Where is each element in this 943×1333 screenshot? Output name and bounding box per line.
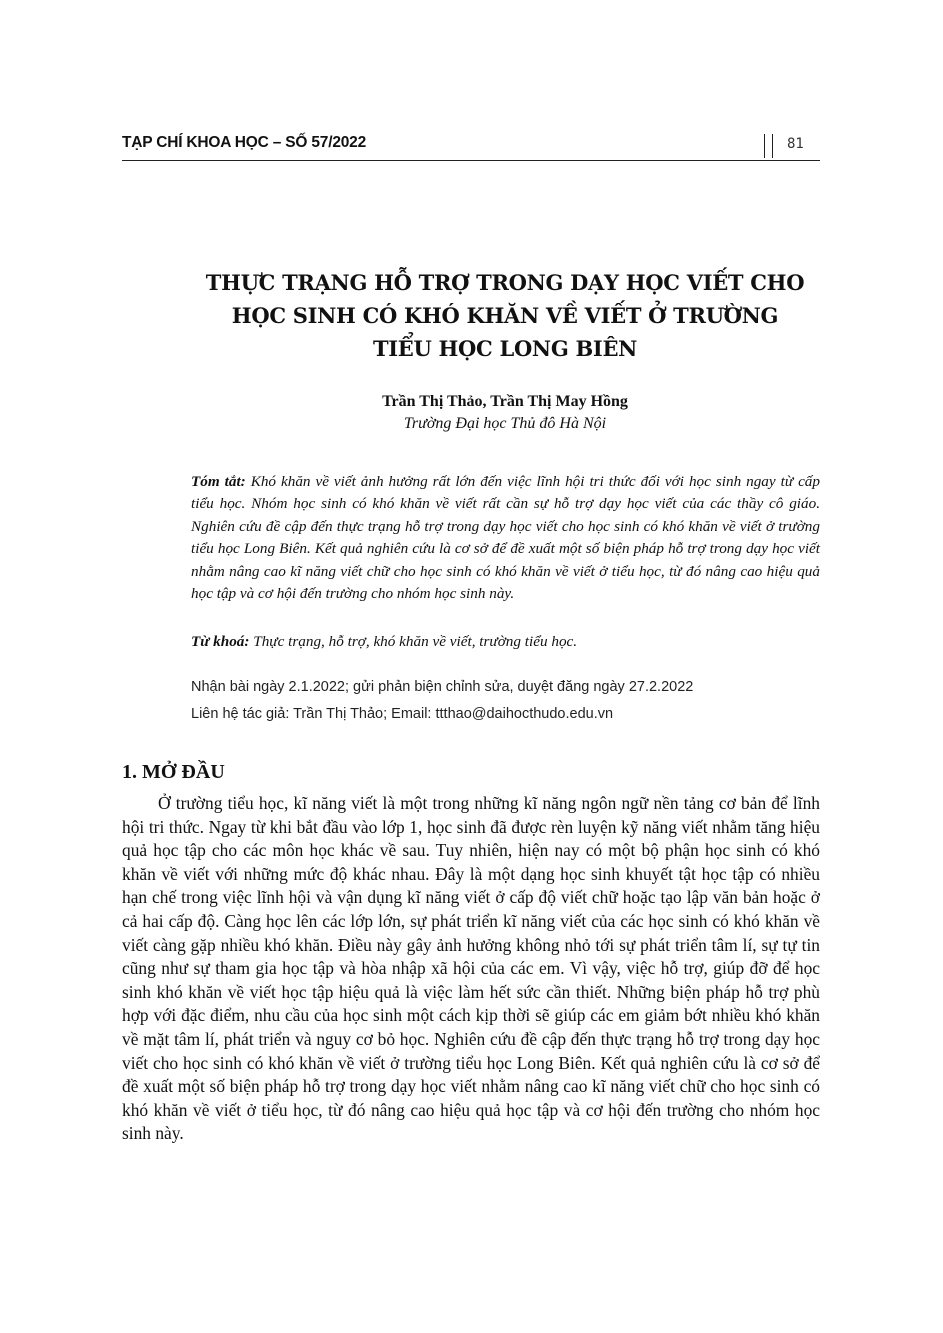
keywords xyxy=(191,631,820,653)
running-header xyxy=(122,134,820,161)
author-affiliation: Trường Đại học Thủ đô Hà Nội xyxy=(403,415,607,432)
abstract-label: Tóm tắt: xyxy=(191,473,246,490)
abstract xyxy=(191,471,820,605)
keywords-label: Từ khoá: xyxy=(191,633,250,650)
author-contact: Liên hệ tác giả: Trần Thị Thảo; Email: ttthao@daihocthudo.edu.vn xyxy=(191,706,614,722)
title-line: HỌC SINH CÓ KHÓ KHĂN VỀ VIẾT Ở TRƯỜNG xyxy=(231,303,779,328)
author-names: Trần Thị Thảo, Trần Thị May Hồng xyxy=(382,393,628,410)
article-title xyxy=(200,266,810,365)
title-line: TIỂU HỌC LONG BIÊN xyxy=(372,336,638,361)
page-number: 81 xyxy=(787,136,804,152)
section-heading: 1. MỞ ĐẦU xyxy=(122,761,225,783)
body-paragraph: Ở trường tiểu học, kĩ năng viết là một trong những kĩ năng ngôn ngữ nền tảng cơ bản để lĩnh hội tri thức. Ngay từ khi bắt đầu vào lớp 1, học sinh đã được rèn luyện kỹ năng viết nhằm tăng hiệu quả học tập cho các môn học khác về sau. Tuy nhiên, hiện nay có một bộ phận học sinh có khó khăn về viết với những mức độ khác nhau. Đây là một dạng học sinh khuyết tật học tập có nhiều hạn chế trong việc lĩnh hội và vận dụng kĩ năng viết ở cấp độ viết chữ hoặc tạo lập văn bản hoặc ở cả hai cấp độ. Càng học lên các lớp lớn, sự phát triển kĩ năng viết của các học sinh có khó khăn về viết càng gặp nhiều khó khăn. Điều này gây ảnh hưởng không nhỏ tới sự phát triển tâm lí, sự tự tin cũng như sự tham gia học tập và hòa nhập xã hội của các em. Vì vậy, việc hỗ trợ, giúp đỡ để học sinh khó khăn về viết học tập hiệu quả là việc làm hết sức cần thiết. Những biện pháp hỗ trợ phù hợp với đặc điểm, nhu cầu của học sinh một cách kịp thời sẽ giúp các em giảm bớt nhiều khó khăn về mặt tâm lí, phát triển và nguy cơ bỏ học. Nghiên cứu đề cập đến thực trạng hỗ trợ trong dạy học viết cho học sinh có khó khăn về viết ở trường tiểu học Long Biên. Kết quả nghiên cứu là cơ sở để đề xuất một số biện pháp hỗ trợ trong dạy học viết nhằm nâng cao kĩ năng viết chữ cho học sinh có khó khăn về viết ở tiểu học, từ đó nâng cao hiệu quả học tập và cơ hội đến trường cho nhóm học sinh này. xyxy=(122,793,820,1144)
keywords-text: Thực trạng, hỗ trợ, khó khăn về viết, trường tiểu học. xyxy=(253,633,578,650)
abstract-text: Khó khăn về viết ảnh hưởng rất lớn đến việc lĩnh hội tri thức đối với học sinh ngay từ cấp tiểu học. Nhóm học sinh có khó khăn về viết rất cần sự hỗ trợ dạy học viết của các thầy cô giáo. Nghiên cứu đề cập đến thực trạng hỗ trợ trong dạy học viết cho học sinh có khó khăn về viết ở trường tiểu học Long Biên. Kết quả nghiên cứu là cơ sở để đề xuất một số biện pháp hỗ trợ trong dạy học viết nhằm nâng cao kĩ năng viết chữ cho học sinh có khó khăn về viết ở tiểu học, từ đó nâng cao hiệu quả học tập và cơ hội đến trường cho nhóm học sinh này. xyxy=(191,473,820,603)
received-dates: Nhận bài ngày 2.1.2022; gửi phản biện chỉnh sửa, duyệt đăng ngày 27.2.2022 xyxy=(191,679,694,695)
header-divider-bars xyxy=(764,134,773,158)
journal-name: TẠP CHÍ KHOA HỌC – SỐ 57/2022 xyxy=(122,134,367,151)
title-line: THỰC TRẠNG HỖ TRỢ TRONG DẠY HỌC VIẾT CHO xyxy=(205,270,805,295)
